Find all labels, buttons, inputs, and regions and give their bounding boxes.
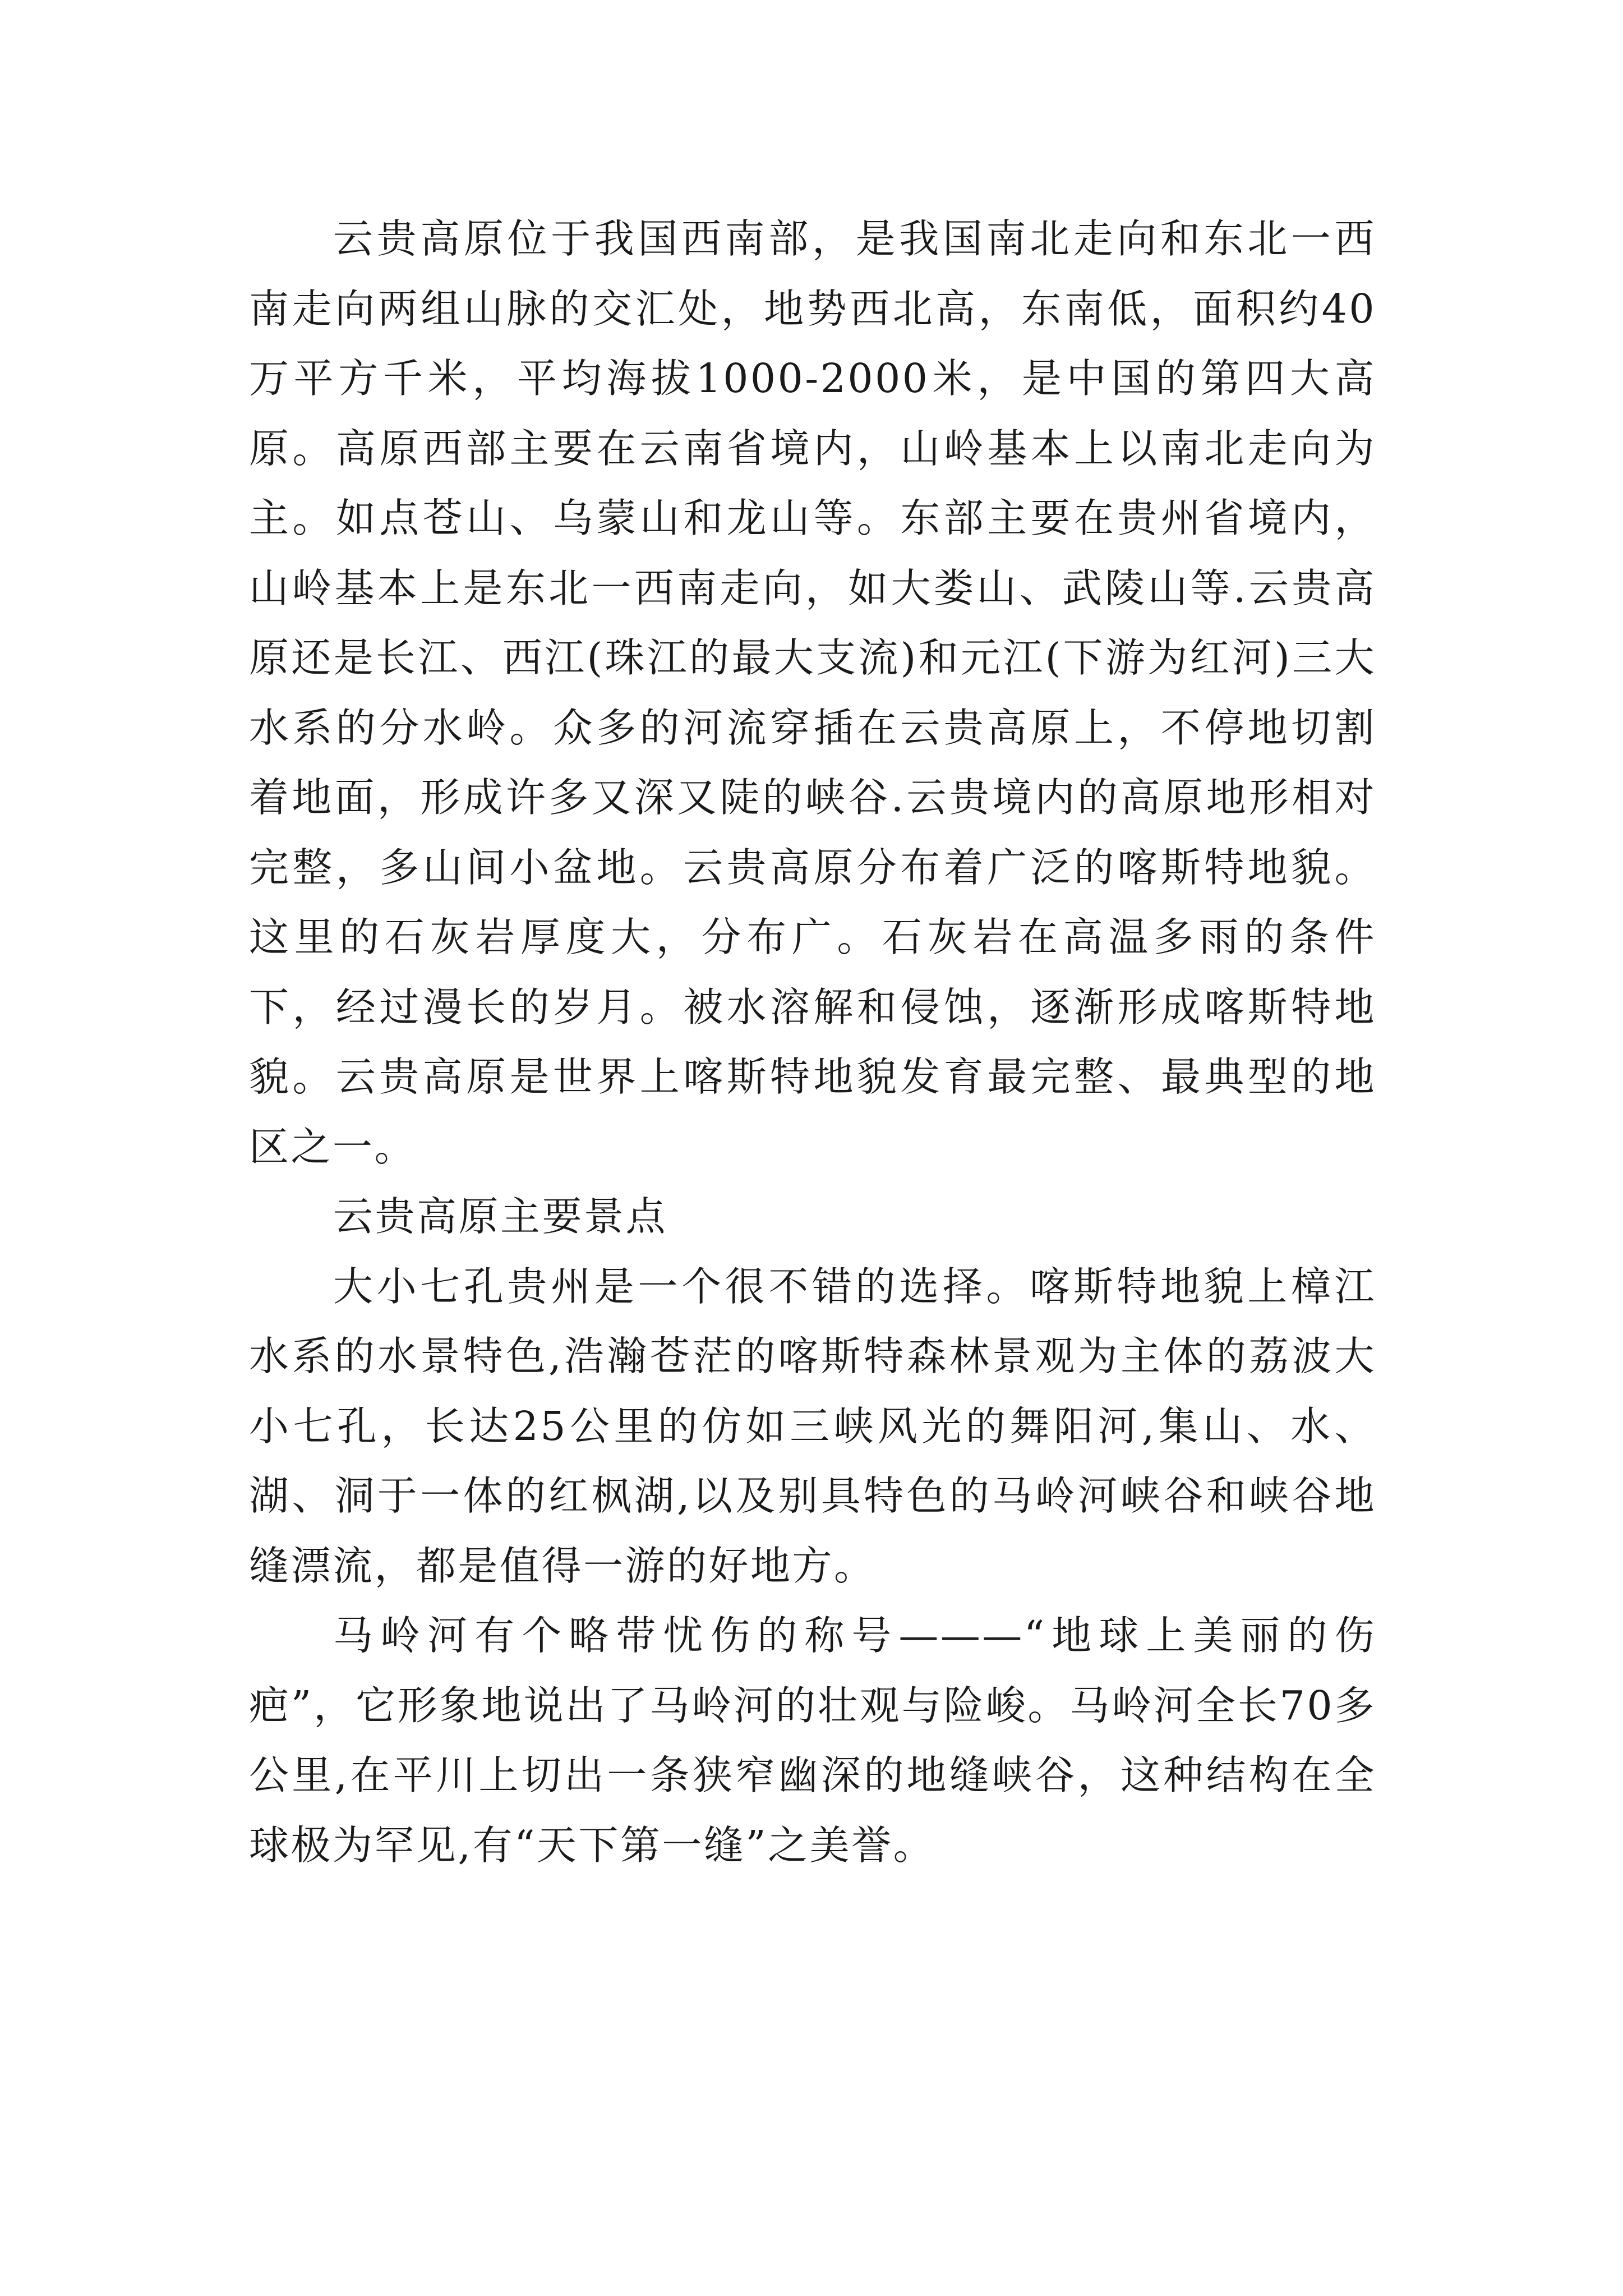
section-heading-main-attractions: 云贵高原主要景点 [333, 1193, 668, 1240]
document-body [249, 204, 1376, 1880]
paragraph-yungui-plateau-overview: 云贵高原位于我国西南部，是我国南北走向和东北一西南走向两组山脉的交汇处，地势西北高，东南低，面积约40万平方千米，平均海拔1000-2000米，是中国的第四大高原。高原西部主要在云南省境内，山岭基本上以南北走向为主。如点苍山、乌蒙山和龙山等。东部主要在贵州省境内，山岭基本上是东北一西南走向，如大娄山、武陵山等.云贵高原还是长江、西江(珠江的最大支流)和元江(下游为红河)三大水系的分水岭。众多的河流穿插在云贵高原上，不停地切割着地面，形成许多又深又陡的峡谷.云贵境内的高原地形相对完整，多山间小盆地。云贵高原分布着广泛的喀斯特地貌。这里的石灰岩厚度大，分布广。石灰岩在高温多雨的条件下，经过漫长的岁月。被水溶解和侵蚀，逐渐形成喀斯特地貌。云贵高原是世界上喀斯特地貌发育最完整、最典型的地区之一。 [249, 215, 1376, 1170]
paragraph-guizhou-attractions: 大小七孔贵州是一个很不错的选择。喀斯特地貌上樟江水系的水景特色,浩瀚苍茫的喀斯特森林景观为主体的荔波大小七孔，长达25公里的仿如三峡风光的舞阳河,集山、水、湖、洞于一体的红枫湖,以及别具特色的马岭河峡谷和峡谷地缝漂流，都是值得一游的好地方。 [249, 1263, 1376, 1589]
paragraph-maling-river: 马岭河有个略带忧伤的称号———“地球上美丽的伤疤”，它形象地说出了马岭河的壮观与险峻。马岭河全长70多公里,在平川上切出一条狭窄幽深的地缝峡谷，这种结构在全球极为罕见,有“天下第一缝”之美誉。 [249, 1612, 1376, 1869]
